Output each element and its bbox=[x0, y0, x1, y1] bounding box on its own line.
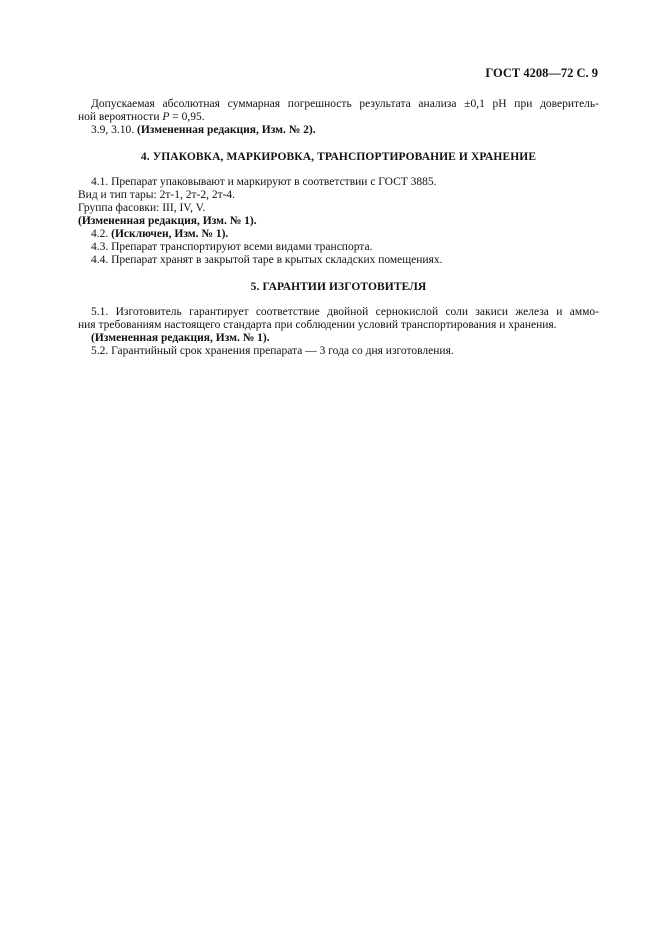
section-5-title: 5. ГАРАНТИИ ИЗГОТОВИТЕЛЯ bbox=[250, 281, 427, 293]
section-4-item-2 bbox=[91, 228, 599, 241]
section-4-packing-group: Группа фасовки: III, IV, V. bbox=[78, 202, 206, 214]
section-5-item-1-line2: ния требованиям настоящего стандарта при соблюдении условий транспортирования и хранения. bbox=[78, 319, 557, 331]
document-body bbox=[78, 98, 599, 358]
section-4-revision-note: (Измененная редакция, Изм. № 1). bbox=[78, 215, 257, 227]
section-4-item-4: 4.4. Препарат хранят в закрытой таре в крытых складских помещениях. bbox=[91, 254, 443, 266]
section-5-item-1-line1: 5.1. Изготовитель гарантирует соответствие двойной сернокислой соли закиси железа и аммо- bbox=[91, 306, 599, 318]
revision-note-3-9-bold: (Измененная редакция, Изм. № 2). bbox=[137, 124, 316, 136]
section-4-item-2-prefix: 4.2. bbox=[91, 228, 112, 240]
section-4-container-type: Вид и тип тары: 2т-1, 2т-2, 2т-4. bbox=[78, 189, 236, 201]
section-4-item-1: 4.1. Препарат упаковывают и маркируют в соответствии с ГОСТ 3885. bbox=[91, 176, 437, 188]
section-4-item-2-bold: (Исключен, Изм. № 1). bbox=[111, 228, 229, 240]
section-5-revision-note: (Измененная редакция, Изм. № 1). bbox=[91, 332, 270, 344]
accuracy-suffix: = 0,95. bbox=[169, 111, 205, 123]
section-4-title: 4. УПАКОВКА, МАРКИРОВКА, ТРАНСПОРТИРОВАНИЕ И ХРАНЕНИЕ bbox=[140, 151, 537, 163]
section-5-item-2: 5.2. Гарантийный срок хранения препарата — 3 года со дня изготовления. bbox=[91, 345, 454, 357]
accuracy-prefix: ной вероятности bbox=[78, 111, 163, 123]
revision-note-3-9-prefix: 3.9, 3.10. bbox=[91, 124, 137, 136]
revision-note-3-9 bbox=[91, 124, 599, 137]
section-4-item-3: 4.3. Препарат транспортируют всеми видами транспорта. bbox=[91, 241, 373, 253]
probability-variable: P bbox=[162, 111, 170, 123]
accuracy-paragraph-line2 bbox=[78, 111, 599, 124]
page-header: ГОСТ 4208—72 С. 9 bbox=[485, 66, 598, 80]
accuracy-paragraph-line1: Допускаемая абсолютная суммарная погрешность результата анализа ±0,1 pH при доверитель- bbox=[91, 98, 599, 110]
